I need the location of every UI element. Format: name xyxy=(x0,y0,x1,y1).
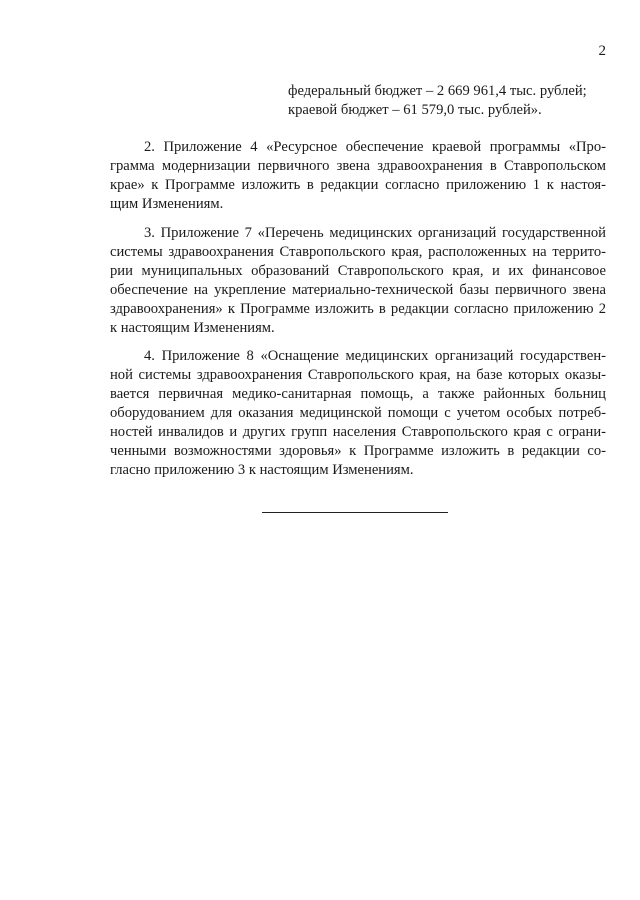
budget-summary xyxy=(288,82,618,120)
paragraph-line: крае» к Программе изложить в редакции согласно приложению 1 к настоя- xyxy=(110,177,606,193)
paragraph-line: грамма модернизации первичного звена здравоохранения в Ставропольском xyxy=(110,158,606,174)
paragraph-line: системы здравоохранения Ставропольского края, расположенных на террито- xyxy=(110,244,606,260)
paragraph-line: оборудованием для оказания медицинской помощи с учетом особых потреб- xyxy=(110,405,606,421)
paragraph-line: ченными возможностями здоровья» к Программе изложить в редакции со- xyxy=(110,443,606,459)
paragraph-line: вается первичная медико-санитарная помощь, а также районных больниц xyxy=(110,386,606,402)
paragraph-line: обеспечение на укрепление материально-технической базы первичного звена xyxy=(110,282,606,298)
paragraph-item-2 xyxy=(110,138,606,214)
federal-budget-line: федеральный бюджет – 2 669 961,4 тыс. рублей; xyxy=(288,83,587,99)
end-separator-line xyxy=(262,512,448,513)
paragraph-line: здравоохранения» к Программе изложить в редакции согласно приложению 2 xyxy=(110,301,606,317)
paragraph-line: 3. Приложение 7 «Перечень медицинских организаций государственной xyxy=(144,225,606,241)
regional-budget-line: краевой бюджет – 61 579,0 тыс. рублей». xyxy=(288,102,542,118)
paragraph-line: ностей инвалидов и других групп населения Ставропольского края с ограни- xyxy=(110,424,606,440)
paragraph-item-3 xyxy=(110,224,606,338)
page-number: 2 xyxy=(598,43,606,59)
paragraph-line: щим Изменениям. xyxy=(110,196,224,212)
paragraph-line: 4. Приложение 8 «Оснащение медицинских организаций государствен- xyxy=(144,348,606,364)
paragraph-line: ной системы здравоохранения Ставропольского края, на базе которых оказы- xyxy=(110,367,606,383)
paragraph-item-4 xyxy=(110,347,606,480)
paragraph-line: гласно приложению 3 к настоящим Изменениям. xyxy=(110,462,414,478)
paragraph-line: рии муниципальных образований Ставропольского края, и их финансовое xyxy=(110,263,606,279)
paragraph-line: 2. Приложение 4 «Ресурсное обеспечение краевой программы «Про- xyxy=(144,139,606,155)
paragraph-line: к настоящим Изменениям. xyxy=(110,320,275,336)
